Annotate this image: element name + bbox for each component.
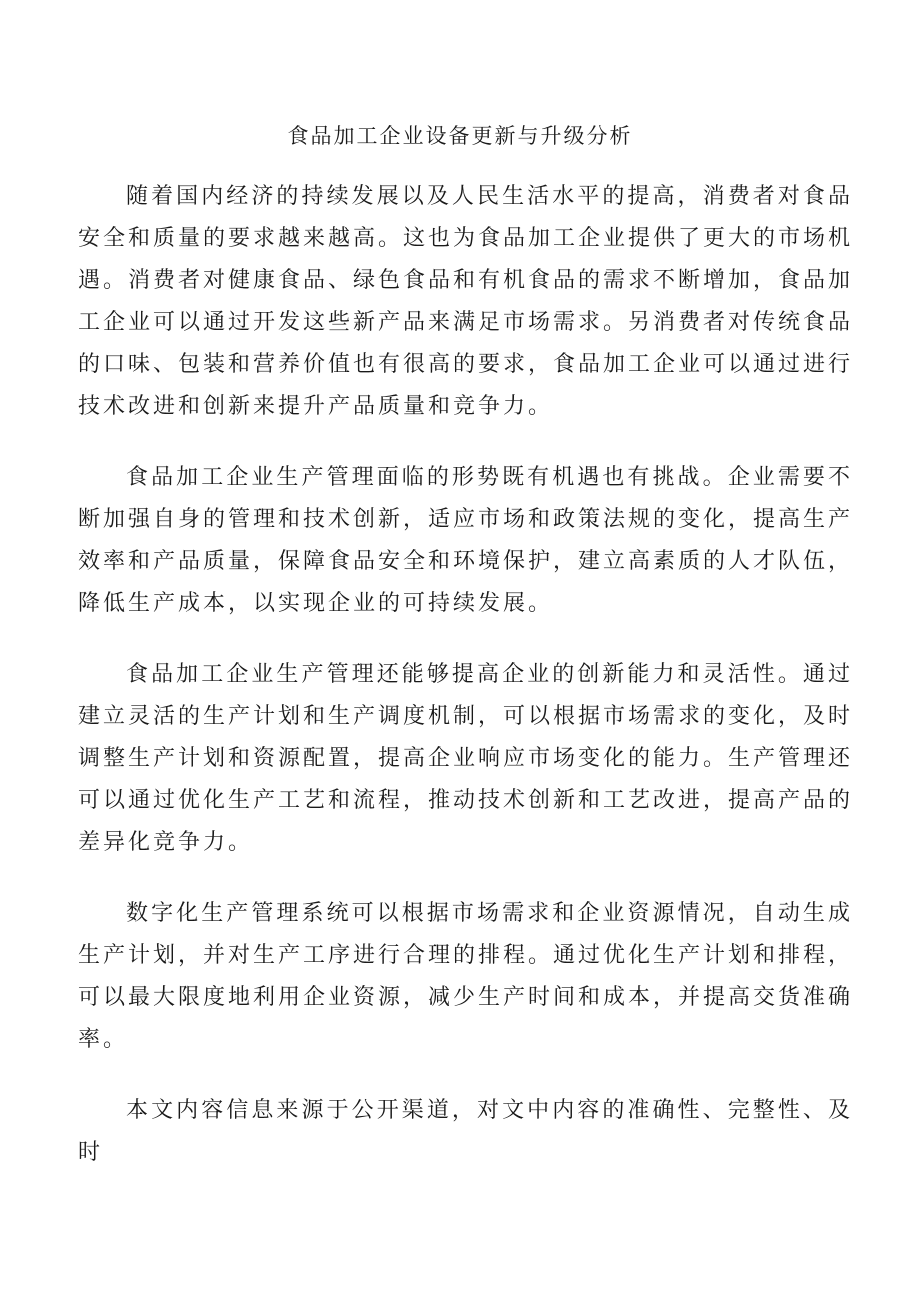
paragraph-digital-system: 数字化生产管理系统可以根据市场需求和企业资源情况，自动生成生产计划，并对生产工序进行合理的排程。通过优化生产计划和排程，可以最大限度地利用企业资源，减少生产时间和成本，并提高交货准确率。 <box>78 901 854 1052</box>
paragraph-disclaimer: 本文内容信息来源于公开渠道，对文中内容的准确性、完整性、及时 <box>78 1098 853 1165</box>
document-body <box>78 176 853 1174</box>
paragraph-market-demand: 随着国内经济的持续发展以及人民生活水平的提高，消费者对食品安全和质量的要求越来越高。这也为食品加工企业提供了更大的市场机遇。消费者对健康食品、绿色食品和有机食品的需求不断增加，食品加工企业可以通过开发这些新产品来满足市场需求。另消费者对传统食品的口味、包装和营养价值也有很高的要求，食品加工企业可以通过进行技术改进和创新来提升产品质量和竞争力。 <box>78 184 854 419</box>
paragraph-challenges: 食品加工企业生产管理面临的形势既有机遇也有挑战。企业需要不断加强自身的管理和技术创新，适应市场和政策法规的变化，提高生产效率和产品质量，保障食品安全和环境保护，建立高素质的人才队伍，降低生产成本，以实现企业的可持续发展。 <box>78 465 854 616</box>
paragraph-innovation: 食品加工企业生产管理还能够提高企业的创新能力和灵活性。通过建立灵活的生产计划和生产调度机制，可以根据市场需求的变化，及时调整生产计划和资源配置，提高企业响应市场变化的能力。生产管理还可以通过优化生产工艺和流程，推动技术创新和工艺改进，提高产品的差异化竞争力。 <box>78 662 854 855</box>
document-title: 食品加工企业设备更新与升级分析 <box>287 124 633 148</box>
